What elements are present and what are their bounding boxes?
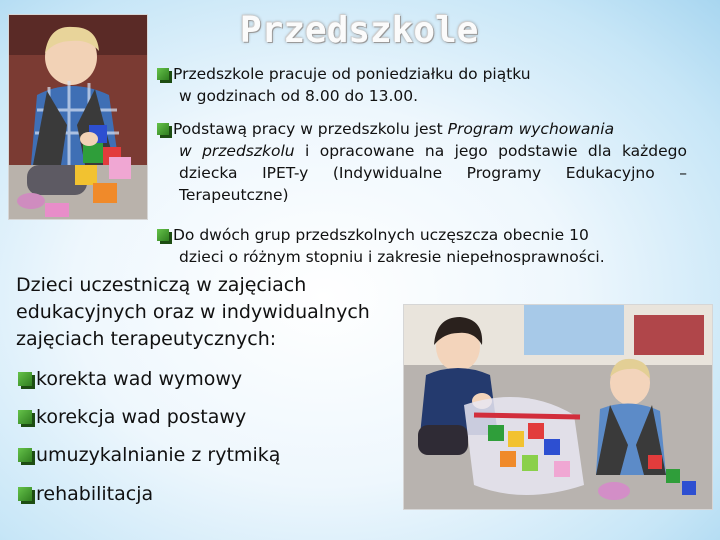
info-bullet-program	[157, 118, 687, 206]
activity-item	[18, 482, 153, 506]
bullet-text-continued: dzieci o różnym stopniu i zakresie niepełnosprawności.	[179, 248, 605, 266]
activity-label: korekta wad wymowy	[36, 368, 243, 390]
photo-child-with-blocks	[8, 14, 148, 220]
checkbox-bullet-icon	[157, 68, 169, 80]
checkbox-bullet-icon	[18, 410, 32, 424]
checkbox-bullet-icon	[18, 372, 32, 386]
activity-label: umuzykalnianie z rytmiką	[36, 444, 281, 466]
activity-item	[18, 405, 246, 429]
activity-item	[18, 367, 242, 391]
bullet-text: Przedszkole pracuje od poniedziałku do piątku	[173, 65, 531, 83]
info-bullet-groups	[157, 224, 687, 268]
checkbox-bullet-icon	[18, 487, 32, 501]
activities-intro: Dzieci uczestniczą w zajęciach edukacyjnych oraz w indywidualnych zajęciach terapeutycznych:	[16, 274, 370, 350]
photo-children-playing	[403, 304, 713, 510]
activity-item	[18, 443, 280, 467]
bullet-text: Podstawą pracy w przedszkolu jest	[173, 120, 448, 138]
activity-label: korekcja wad postawy	[36, 406, 247, 428]
checkbox-bullet-icon	[157, 123, 169, 135]
info-bullet-schedule	[157, 63, 687, 107]
program-name-italic-continued: w przedszkolu	[179, 142, 295, 160]
activity-label: rehabilitacja	[36, 483, 154, 505]
bullet-text-continued: i opracowane na jego podstawie dla każdego dziecka IPET-y (Indywidualne Programy Edukacyjno – Terapeutczne)	[179, 142, 687, 204]
checkbox-bullet-icon	[157, 229, 169, 241]
checkbox-bullet-icon	[18, 448, 32, 462]
bullet-text: Do dwóch grup przedszkolnych uczęszcza obecnie 10	[173, 226, 589, 244]
bullet-text-continued: w godzinach od 8.00 do 13.00.	[179, 87, 419, 105]
program-name-italic: Program wychowania	[447, 120, 615, 138]
page-title: Przedszkole	[240, 10, 479, 51]
